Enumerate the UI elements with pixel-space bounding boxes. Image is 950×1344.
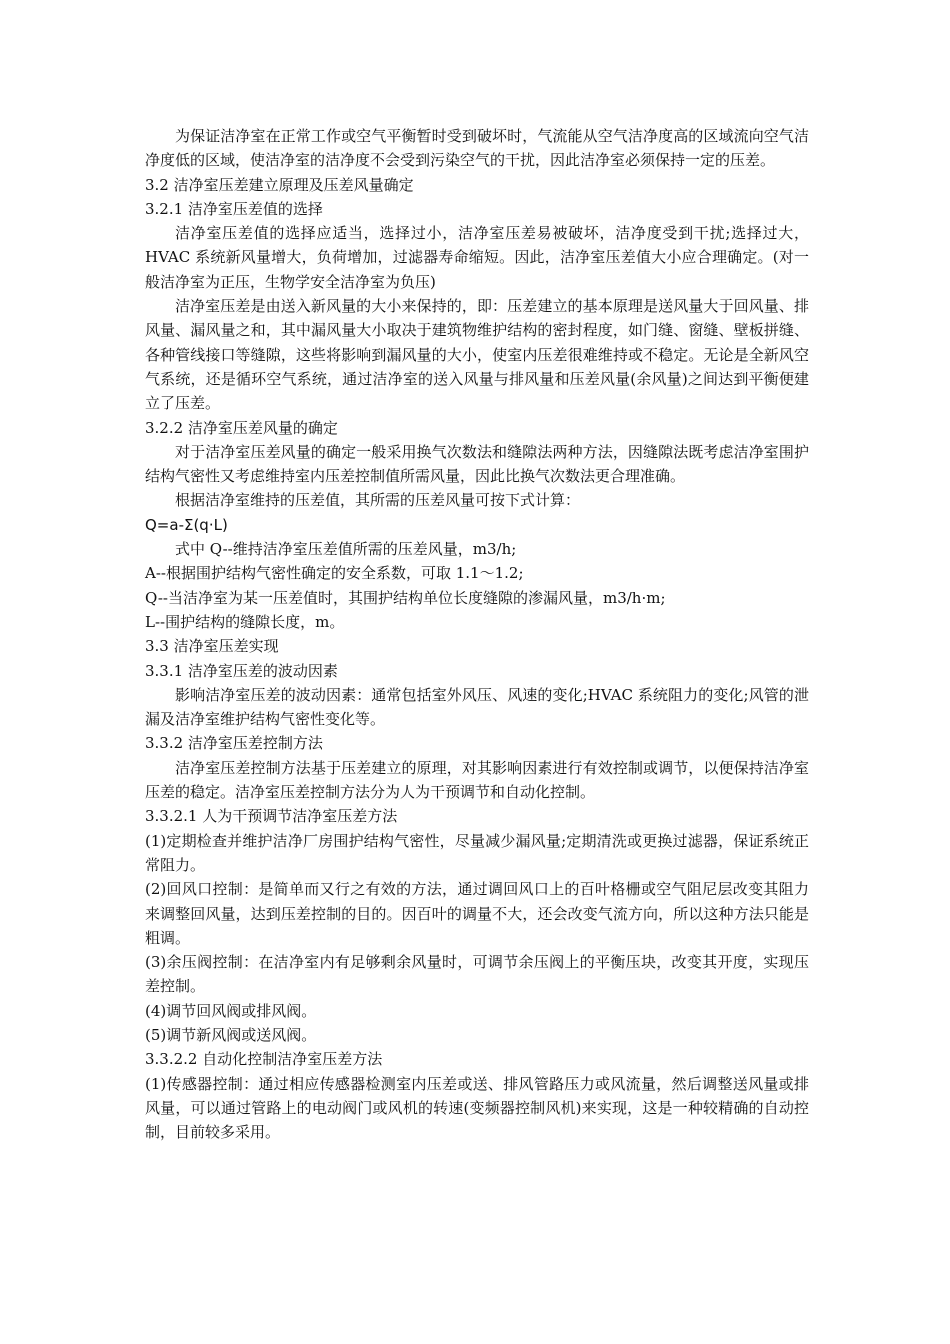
list-item-5: (5)调节新风阀或送风阀。	[145, 1025, 317, 1044]
paragraph-formula-intro: 根据洁净室维持的压差值，其所需的压差风量可按下式计算：	[175, 491, 581, 510]
paragraph-pressure-principle: 洁净室压差是由送入新风量的大小来保持的，即：压差建立的基本原理是送风量大于回风量、排风量、漏风量之和，其中漏风量大小取决于建筑物维护结构的密封程度，如门缝、窗缝、壁板拼缝、各种管线接口等缝隙，这些将影响到漏风量的大小，使室内压差很难维持或不稳定。无论是全新风空气系统，还是循环空气系统，通过洁净室的送入风量与排风量和压差风量(余风量)之间达到平衡便建立了压差。	[145, 297, 809, 413]
list-item-3: (3)余压阀控制：在洁净室内有足够剩余风量时，可调节余压阀上的平衡压块，改变其开度，实现压差控制。	[145, 953, 809, 996]
paragraph-intro: 为保证洁净室在正常工作或空气平衡暂时受到破坏时，气流能从空气洁净度高的区域流向空气洁净度低的区域，使洁净室的洁净度不会受到污染空气的干扰，因此洁净室必须保持一定的压差。	[145, 127, 809, 170]
formula-definition-l: L--围护结构的缝隙长度，m。	[145, 612, 345, 631]
document-body	[145, 124, 809, 1144]
heading-3-2-1: 3.2.1 洁净室压差值的选择	[145, 199, 323, 218]
heading-3-3-1: 3.3.1 洁净室压差的波动因素	[145, 661, 338, 680]
formula: Q=a-Σ(q·L)	[145, 515, 228, 534]
list-item-2: (2)回风口控制：是简单而又行之有效的方法，通过调回风口上的百叶格栅或空气阻尼层改变其阻力来调整回风量，达到压差控制的目的。因百叶的调量不大，还会改变气流方向，所以这种方法只能是粗调。	[145, 880, 809, 947]
heading-3-2-2: 3.2.2 洁净室压差风量的确定	[145, 418, 338, 437]
heading-3-3: 3.3 洁净室压差实现	[145, 637, 279, 656]
list-item-auto-1: (1)传感器控制：通过相应传感器检测室内压差或送、排风管路压力或风流量，然后调整送风量或排风量，可以通过管路上的电动阀门或风机的转速(变频器控制风机)来实现，这是一种较精确的自动控制，目前较多采用。	[145, 1074, 809, 1142]
list-item-4: (4)调节回风阀或排风阀。	[145, 1001, 317, 1020]
heading-3-3-2: 3.3.2 洁净室压差控制方法	[145, 734, 323, 753]
paragraph-fluctuation-factors: 影响洁净室压差的波动因素：通常包括室外风压、风速的变化;HVAC 系统阻力的变化;风管的泄漏及洁净室维护结构气密性变化等。	[145, 685, 809, 729]
heading-3-3-2-1: 3.3.2.1 人为干预调节洁净室压差方法	[145, 807, 398, 826]
formula-definition-q-leak: Q--当洁净室为某一压差值时，其围护结构单位长度缝隙的渗漏风量，m3/h·m;	[145, 588, 666, 607]
heading-3-3-2-2: 3.3.2.2 自动化控制洁净室压差方法	[145, 1050, 383, 1069]
heading-3-2: 3.2 洁净室压差建立原理及压差风量确定	[145, 175, 414, 194]
paragraph-control-methods: 洁净室压差控制方法基于压差建立的原理，对其影响因素进行有效控制或调节，以便保持洁净室压差的稳定。洁净室压差控制方法分为人为干预调节和自动化控制。	[145, 758, 809, 802]
formula-definition-q: 式中 Q--维持洁净室压差值所需的压差风量，m3/h;	[175, 540, 517, 559]
list-item-1: (1)定期检查并维护洁净厂房围护结构气密性，尽量减少漏风量;定期清洗或更换过滤器，保证系统正常阻力。	[145, 831, 809, 874]
paragraph-airflow-methods: 对于洁净室压差风量的确定一般采用换气次数法和缝隙法两种方法，因缝隙法既考虑洁净室围护结构气密性又考虑维持室内压差控制值所需风量，因此比换气次数法更合理准确。	[145, 442, 809, 486]
formula-definition-a: A--根据围护结构气密性确定的安全系数，可取 1.1～1.2;	[145, 564, 524, 583]
paragraph-pressure-selection: 洁净室压差值的选择应适当，选择过小，洁净室压差易被破坏，洁净度受到干扰;选择过大，HVAC 系统新风量增大，负荷增加，过滤器寿命缩短。因此，洁净室压差值大小应合理确定。(对一般洁净室为正压，生物学安全洁净室为负压)	[145, 224, 809, 291]
